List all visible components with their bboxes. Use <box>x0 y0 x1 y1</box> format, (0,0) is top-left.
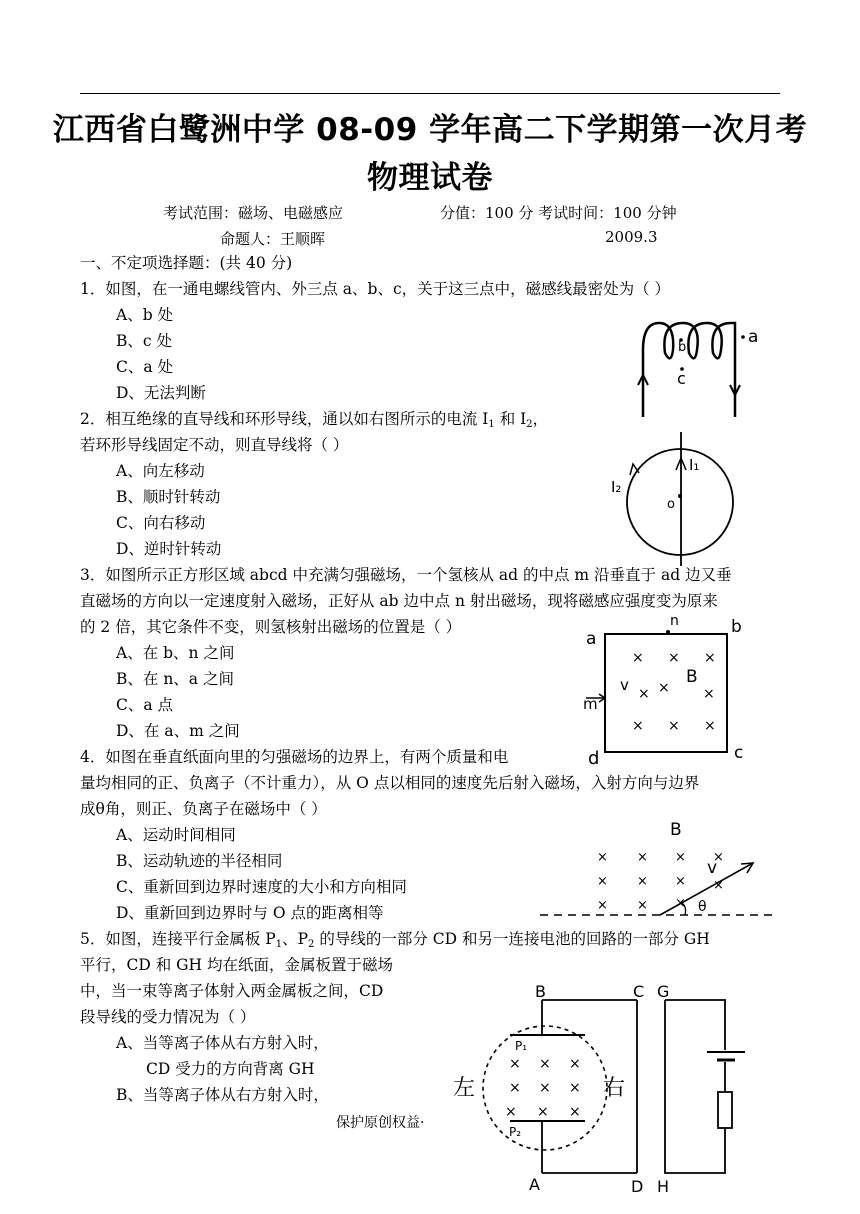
q5-label-d: D <box>631 1177 644 1196</box>
top-rule <box>80 93 780 94</box>
svg-text:×: × <box>569 1104 581 1120</box>
q3-stem-line3: 的 2 倍，其它条件不变，则氢核射出磁场的位置是（ ） <box>80 618 462 636</box>
q5-option-a: A、当等离子体从右方射入时， <box>116 1034 329 1052</box>
svg-text:×: × <box>597 898 608 913</box>
exam-date: 2009.3 <box>605 228 658 246</box>
q5-option-a-cont: CD 受力的方向背离 GH <box>146 1060 315 1078</box>
q2-stem-line2: 若环形导线固定不动，则直导线将（ ） <box>80 436 349 454</box>
q2-option-d: D、逆时针转动 <box>116 540 222 558</box>
q5-label-p2: P₂ <box>509 1125 522 1139</box>
q5-stem-line3: 中，当一束等离子体射入两金属板之间，CD <box>80 982 384 1000</box>
q3-label-b: b <box>731 617 742 637</box>
svg-text:×: × <box>675 896 686 911</box>
q2-option-b: B、顺时针转动 <box>116 488 221 506</box>
svg-text:×: × <box>713 878 724 893</box>
q4-label-field: B <box>670 820 682 840</box>
q5-label-c: C <box>633 982 645 1001</box>
svg-text:×: × <box>637 850 648 865</box>
svg-text:×: × <box>537 1104 549 1120</box>
q3-label-v: v <box>620 676 629 694</box>
svg-text:×: × <box>675 850 686 865</box>
q3-label-d: d <box>588 748 600 769</box>
svg-text:×: × <box>569 1080 581 1096</box>
svg-text:×: × <box>637 898 648 913</box>
q3-option-d: D、在 a、m 之间 <box>116 722 240 740</box>
q3-label-a: a <box>586 629 597 649</box>
q5-label-g: G <box>657 982 670 1001</box>
footer-note: 保护原创权益· <box>336 1115 425 1131</box>
svg-text:×: × <box>569 1056 581 1072</box>
page-title: 江西省白鹭洲中学 08-09 学年高二下学期第一次月考 <box>52 112 808 148</box>
svg-text:×: × <box>539 1080 551 1096</box>
q1-option-b: B、c 处 <box>116 332 172 350</box>
q5-stem-line4: 段导线的受力情况为（ ） <box>80 1008 256 1026</box>
q3-label-field: B <box>686 667 698 687</box>
q3-label-n: n <box>670 613 679 629</box>
svg-text:×: × <box>632 718 644 734</box>
q5-plates-circuit-figure <box>445 980 765 1210</box>
q1-option-a: A、b 处 <box>116 306 174 324</box>
svg-text:×: × <box>597 850 608 865</box>
exam-author: 命题人：王顺晖 <box>220 230 326 248</box>
svg-text:×: × <box>703 686 715 702</box>
exam-scope: 考试范围：磁场、电磁感应 <box>163 204 344 222</box>
q2-stem: 2．相互绝缘的直导线和环形导线，通以如右图所示的电流 $I_1$ 和 $I_2$， <box>80 410 549 430</box>
svg-text:×: × <box>509 1080 521 1096</box>
svg-text:×: × <box>597 874 608 889</box>
q1-label-a: a <box>748 327 759 347</box>
q4-boundary-figure <box>535 815 780 925</box>
svg-text:×: × <box>713 850 724 865</box>
q5-stem-line2: 平行，CD 和 GH 均在纸面，金属板置于磁场 <box>80 956 393 974</box>
q2-label-i1: I₁ <box>689 456 700 474</box>
q4-stem-line2: 量均相同的正、负离子（不计重力），从 O 点以相同的速度先后射入磁场，入射方向与边界 <box>80 774 700 792</box>
q4-option-a: A、运动时间相同 <box>116 826 236 844</box>
q1-label-b: b <box>678 340 687 355</box>
q4-option-b: B、运动轨迹的半径相同 <box>116 852 283 870</box>
q5-label-p1: P₁ <box>515 1039 528 1053</box>
q1-option-c: C、a 处 <box>116 358 174 376</box>
q2-option-c: C、向右移动 <box>116 514 206 532</box>
section-heading: 一、不定项选择题：(共 40 分) <box>80 254 293 272</box>
q2-option-a: A、向左移动 <box>116 462 205 480</box>
q3-stem-line1: 3．如图所示正方形区域 abcd 中充满匀强磁场，一个氢核从 ad 的中点 m 沿垂直于 ad 边又垂 <box>80 566 732 584</box>
q5-label-right: 右 <box>603 1076 626 1101</box>
svg-text:×: × <box>509 1056 521 1072</box>
svg-text:×: × <box>637 874 648 889</box>
q3-option-b: B、在 n、a 之间 <box>116 670 234 688</box>
q5-label-left: 左 <box>453 1076 476 1101</box>
svg-text:×: × <box>539 1056 551 1072</box>
svg-text:×: × <box>704 718 716 734</box>
q4-stem-line3: 成θ角，则正、负离子在磁场中（ ） <box>80 800 327 818</box>
svg-text:×: × <box>668 718 680 734</box>
exam-score-time: 分值：100 分 考试时间：100 分钟 <box>440 204 677 222</box>
page-subtitle: 物理试卷 <box>367 160 493 196</box>
q5-stem: 5．如图，连接平行金属板 $P_1$、$P_2$ 的导线的一部分 CD 和另一连接电池的回路的一部分 GH <box>80 930 710 950</box>
svg-text:×: × <box>675 874 686 889</box>
q4-option-c: C、重新回到边界时速度的大小和方向相同 <box>116 878 407 896</box>
q2-label-i2: I₂ <box>611 478 622 496</box>
svg-text:×: × <box>704 650 716 666</box>
q3-label-c: c <box>734 743 744 763</box>
svg-text:×: × <box>668 650 680 666</box>
svg-text:×: × <box>658 680 670 696</box>
q4-option-d: D、重新回到边界时与 O 点的距离相等 <box>116 904 384 922</box>
svg-text:×: × <box>505 1104 517 1120</box>
svg-text:×: × <box>638 686 650 702</box>
q5-option-b: B、当等离子体从右方射入时， <box>116 1086 329 1104</box>
q1-solenoid-figure <box>625 305 800 425</box>
q4-label-v: v <box>707 858 718 878</box>
q1-label-c: c <box>677 369 686 388</box>
q3-label-m: m <box>583 695 598 713</box>
q4-label-theta: θ <box>698 899 707 915</box>
q1-option-d: D、无法判断 <box>116 384 206 402</box>
q3-option-a: A、在 b、n 之间 <box>116 644 235 662</box>
q4-stem-line1: 4．如图在垂直纸面向里的匀强磁场的边界上，有两个质量和电 <box>80 748 509 766</box>
q3-square-field-figure <box>580 610 755 770</box>
q5-label-h: H <box>657 1177 670 1196</box>
q3-stem-line2: 直磁场的方向以一定速度射入磁场，正好从 ab 边中点 n 射出磁场，现将磁感应强度变为原来 <box>80 592 718 610</box>
q5-label-b: B <box>535 982 546 1001</box>
q3-option-c: C、a 点 <box>116 696 174 714</box>
q1-stem: 1．如图，在一通电螺线管内、外三点 a、b、c，关于这三点中，磁感线最密处为（ ） <box>80 280 671 298</box>
q2-label-o: o <box>667 497 675 512</box>
q5-label-a: A <box>529 1175 540 1194</box>
svg-text:×: × <box>632 650 644 666</box>
q2-wire-ring-figure <box>605 428 735 568</box>
